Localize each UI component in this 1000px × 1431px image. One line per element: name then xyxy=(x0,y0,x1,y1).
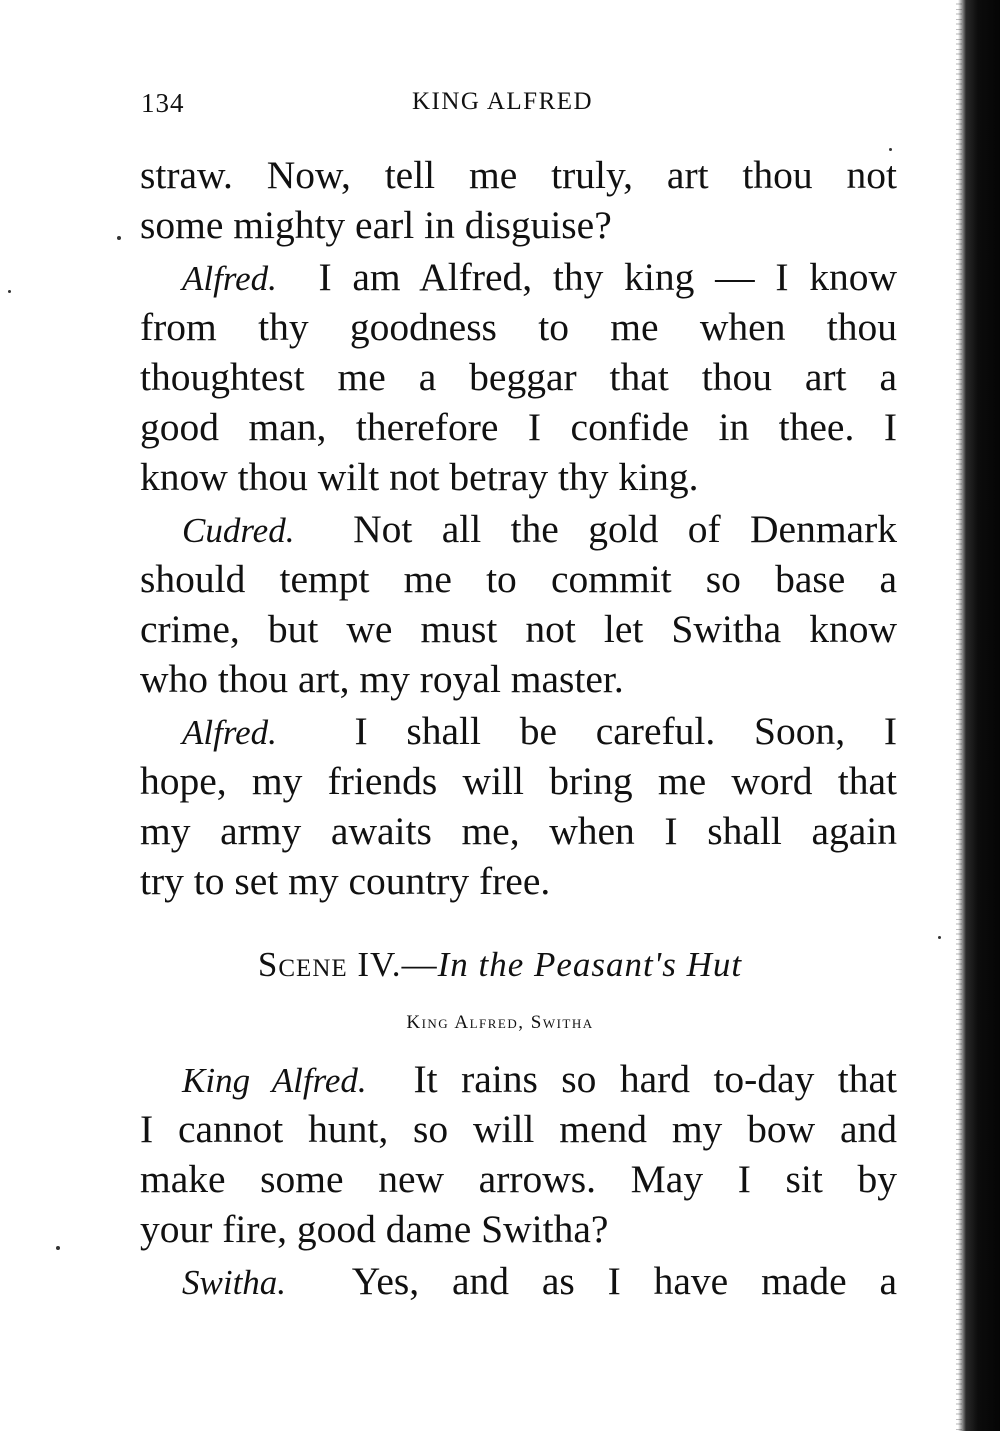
text-line: good man, therefore I confide in thee. I xyxy=(140,405,897,449)
text-line: should tempt me to commit so base a xyxy=(140,557,897,601)
text-line: from thy goodness to me when thou xyxy=(140,305,897,349)
speaker-name: Cudred. xyxy=(182,511,295,550)
speaker-name: Alfred. xyxy=(182,713,277,752)
dialogue-text: Not all the gold of Denmark xyxy=(353,507,897,551)
text-line: straw. Now, tell me truly, art thou not xyxy=(140,153,897,197)
dialogue-line xyxy=(182,706,897,756)
dialogue-line xyxy=(182,1256,897,1306)
text-line: some mighty earl in disguise? xyxy=(140,203,612,247)
scan-speck xyxy=(117,236,121,240)
scene-heading xyxy=(0,940,1000,990)
page-number: 134 xyxy=(141,88,185,118)
dialogue-text: I am Alfred, thy king — I know xyxy=(318,255,897,299)
scan-speck xyxy=(889,148,892,151)
scene-label: Scene IV. xyxy=(257,945,402,984)
cast-list: King Alfred, Switha xyxy=(406,1012,594,1033)
dialogue-text: It rains so hard to-day that xyxy=(413,1057,898,1101)
speaker-name: Alfred. xyxy=(182,259,277,298)
text-line: my army awaits me, when I shall again xyxy=(140,809,897,853)
dialogue-text: I shall be careful. Soon, I xyxy=(354,709,898,753)
dialogue-text: Yes, and as I have made a xyxy=(351,1259,897,1303)
speaker-name: King Alfred. xyxy=(182,1061,367,1100)
text-line: crime, but we must not let Switha know xyxy=(140,607,897,651)
text-line: know thou wilt not betray thy king. xyxy=(140,455,699,499)
scene-dash: — xyxy=(401,945,438,984)
text-line: your fire, good dame Switha? xyxy=(140,1207,609,1251)
dialogue-line xyxy=(182,504,897,554)
scan-speck xyxy=(56,1246,60,1250)
text-line: I cannot hunt, so will mend my bow and xyxy=(140,1107,897,1151)
dialogue-line xyxy=(182,1054,897,1104)
running-title: KING ALFRED xyxy=(412,88,594,115)
text-line: try to set my country free. xyxy=(140,859,551,903)
page-header xyxy=(0,84,1000,128)
text-line: hope, my friends will bring me word that xyxy=(140,759,897,803)
scan-speck xyxy=(938,936,941,939)
speaker-name: Switha. xyxy=(182,1263,287,1302)
text-line: make some new arrows. May I sit by xyxy=(140,1157,897,1201)
text-line: thoughtest me a beggar that thou art a xyxy=(140,355,897,399)
dialogue-line xyxy=(182,252,897,302)
text-line: who thou art, my royal master. xyxy=(140,657,624,701)
page-spine-shadow xyxy=(958,0,1000,1431)
scene-setting: In the Peasant's Hut xyxy=(437,945,743,984)
scan-speck xyxy=(8,290,11,293)
